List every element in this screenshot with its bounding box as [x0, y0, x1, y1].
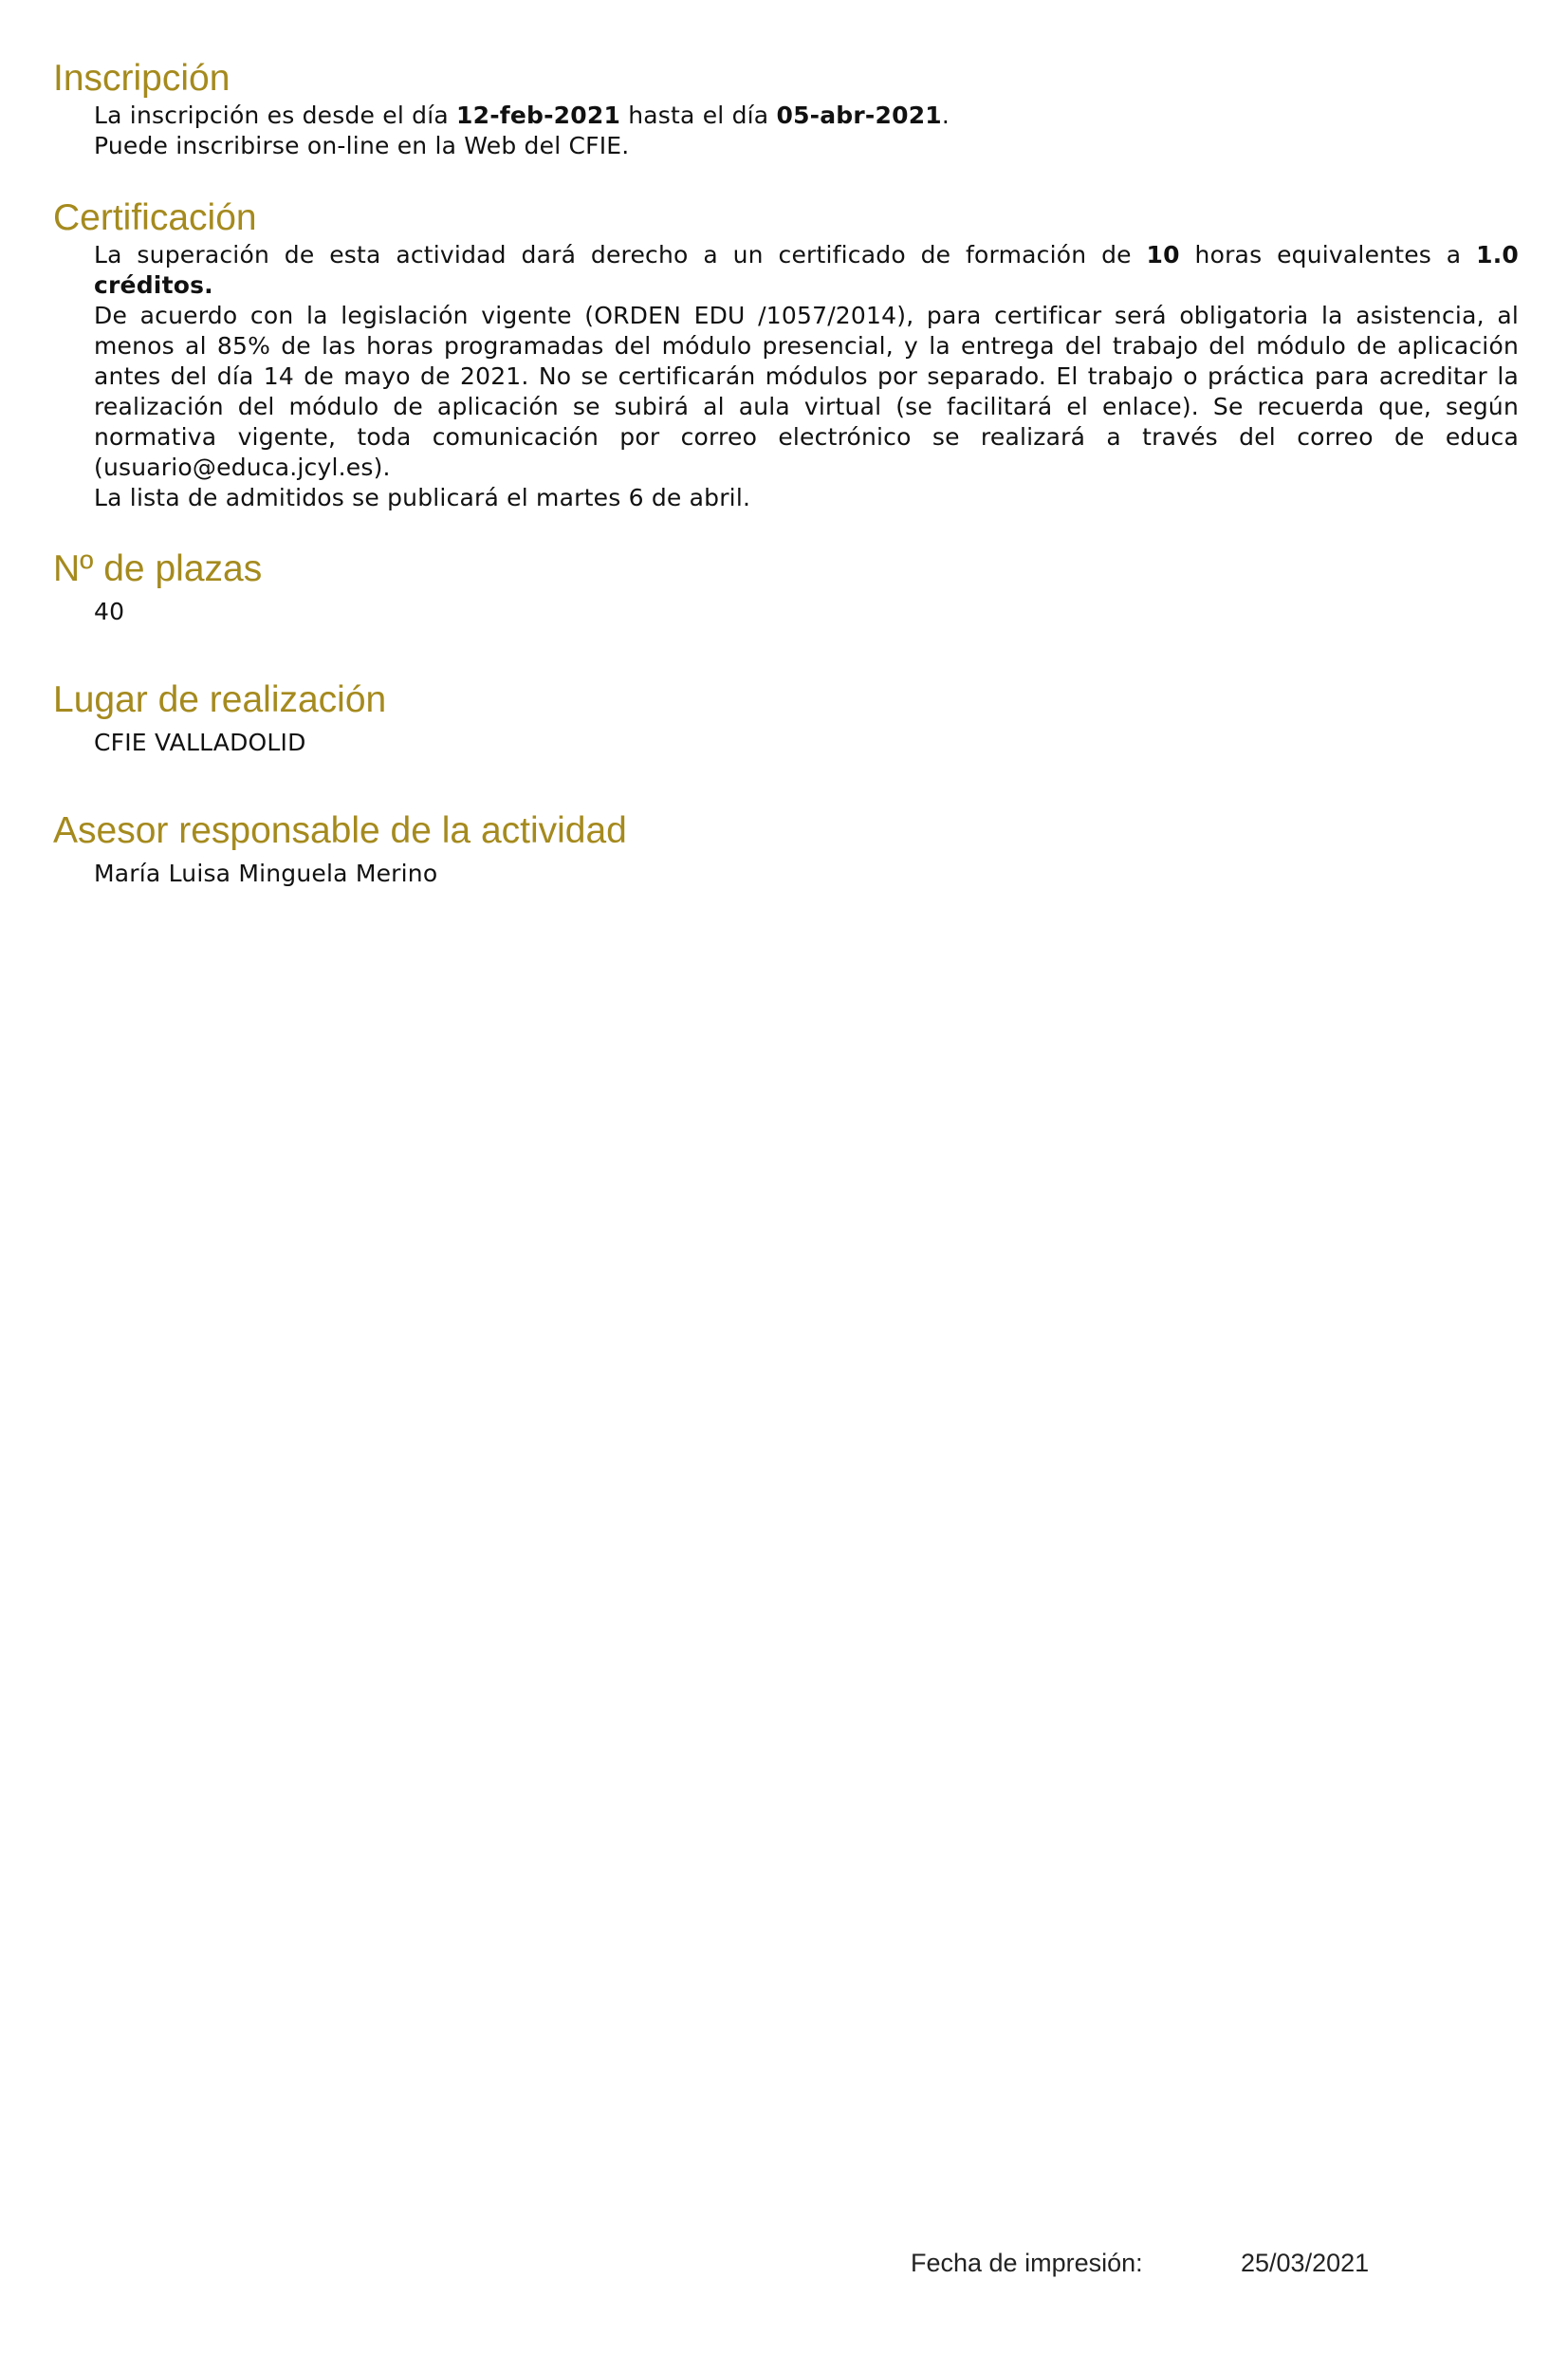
section-lugar — [53, 678, 1519, 758]
section-certificacion — [53, 196, 1519, 513]
certificacion-paragraph-1 — [94, 240, 1519, 301]
inscripcion-dates-line — [94, 101, 1519, 131]
asesor-value: María Luisa Minguela Merino — [94, 860, 438, 887]
inscripcion-online-line: Puede inscribirse on-line en la Web del CFIE. — [94, 132, 630, 159]
section-inscripcion — [53, 57, 1519, 161]
inscripcion-line1-middle: hasta el día — [628, 102, 769, 129]
lugar-value: CFIE VALLADOLID — [94, 729, 306, 756]
section-title-plazas: Nº de plazas — [53, 548, 263, 589]
section-body-asesor — [94, 859, 1519, 889]
inscripcion-line1-prefix: La inscripción es desde el día — [94, 102, 449, 129]
certificacion-paragraph-2: De acuerdo con la legislación vigente (ORDEN EDU /1057/2014), para certificar será obligatoria la asistencia, al menos al 85% de las horas programadas del módulo presencial, y la entrega del trabajo del módulo de aplicación antes del día 14 de mayo de 2021. No se certificarán módulos por separado. El trabajo o práctica para acreditar la realización del módulo de aplicación se subirá al aula virtual (se facilitará el enlace). Se recuerda que, según normativa vigente, toda comunicación por correo electrónico se realizará a través del correo de educa (usuario@educa.jcyl.es). — [94, 302, 1519, 481]
certificacion-credits: 1.0 créditos. — [94, 241, 1520, 299]
print-date-value: 25/03/2021 — [1241, 2249, 1370, 2277]
section-title-certificacion: Certificación — [53, 197, 257, 238]
section-body-certificacion — [94, 240, 1519, 513]
section-title-lugar: Lugar de realización — [53, 679, 387, 720]
certificacion-p1-middle: horas equivalentes a — [1194, 241, 1462, 269]
section-body-inscripcion — [94, 101, 1519, 161]
inscripcion-start-date: 12-feb-2021 — [456, 102, 621, 129]
plazas-value: 40 — [94, 598, 125, 625]
certificacion-hours: 10 — [1146, 241, 1180, 269]
section-title-asesor: Asesor responsable de la actividad — [53, 810, 627, 851]
section-title-inscripcion: Inscripción — [53, 58, 231, 99]
section-plazas — [53, 547, 1519, 627]
inscripcion-end-date: 05-abr-2021 — [776, 102, 942, 129]
certificacion-paragraph-3: La lista de admitidos se publicará el martes 6 de abril. — [94, 484, 751, 511]
section-body-lugar — [94, 728, 1519, 758]
section-body-plazas — [94, 597, 1519, 627]
inscripcion-line1-suffix: . — [941, 102, 950, 129]
certificacion-p1-prefix: La superación de esta actividad dará derecho a un certificado de formación de — [94, 241, 1132, 269]
section-asesor — [53, 809, 1519, 889]
print-date-label: Fecha de impresión: — [911, 2249, 1143, 2277]
